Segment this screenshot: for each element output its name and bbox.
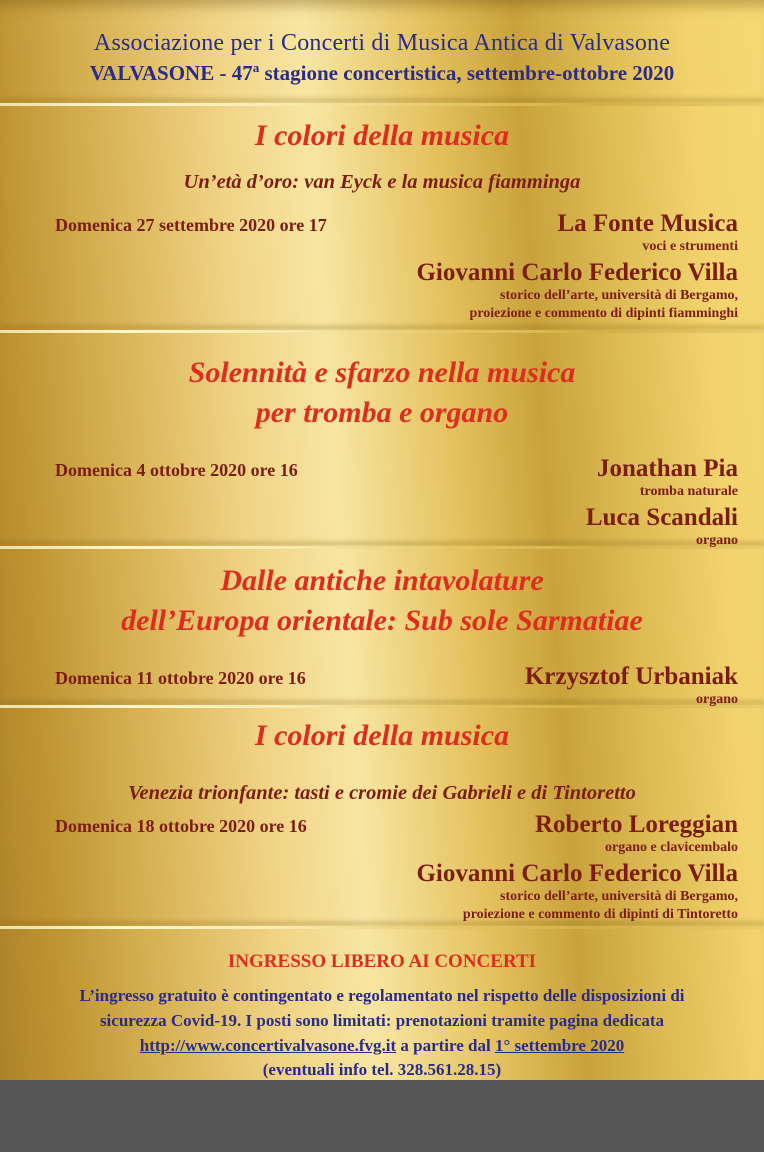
section-divider (0, 926, 764, 929)
concert-1-performers (416, 210, 738, 324)
concert-4-subtitle: Venezia trionfante: tasti e cromie dei Gabrieli e di Tintoretto (128, 781, 636, 804)
performer-role: organo (696, 692, 738, 708)
concert-4-title (0, 716, 764, 756)
concert-4-details (0, 811, 764, 925)
section-divider (0, 103, 764, 106)
concert-4-title-line: I colori della musica (254, 719, 510, 752)
concert-3-title (0, 561, 764, 640)
link-suffix-text: a partire dal (396, 1035, 495, 1055)
performer-name: Roberto Loreggian (535, 810, 738, 838)
concert-4-date: Domenica 18 ottobre 2020 ore 16 (55, 815, 307, 836)
performer-name: La Fonte Musica (557, 209, 738, 237)
concert-3-details (0, 663, 764, 709)
concert-3-date: Domenica 11 ottobre 2020 ore 16 (55, 668, 306, 689)
performer-name: Jonathan Pia (596, 455, 738, 483)
performer-role: proiezione e commento di dipinti fiamminghi (469, 305, 738, 321)
performer-role: storico dell’arte, università di Bergamo, (500, 888, 738, 904)
performer-role: voci e strumenti (642, 238, 738, 254)
concert-2-date: Domenica 4 ottobre 2020 ore 16 (55, 460, 298, 481)
concert-4-performers (416, 811, 738, 925)
concert-2-title-line: per tromba e organo (255, 395, 509, 429)
concert-section-4 (0, 716, 764, 926)
concert-section-1 (0, 116, 764, 330)
performer-role: tromba naturale (639, 484, 738, 500)
covid-notice-line1: L’ingresso gratuito è contingentato e regolamentato nel rispetto delle disposizioni di (79, 986, 685, 1005)
concert-2-title (0, 353, 764, 432)
website-link[interactable]: http://www.concertivalvasone.fvg.it (139, 1035, 397, 1055)
concert-section-2 (0, 353, 764, 549)
concert-1-details (0, 210, 764, 324)
performer-role: storico dell’arte, università di Bergamo, (500, 287, 738, 303)
performer-name: Giovanni Carlo Federico Villa (416, 859, 738, 887)
booking-start-date: 1° settembre 2020 (495, 1035, 625, 1055)
phone-info: (eventuali info tel. 328.561.28.15) (262, 1060, 502, 1080)
season-title-pre: VALVASONE - 47 (89, 61, 253, 85)
association-title: Associazione per i Concerti di Musica Antica di Valvasone (93, 30, 671, 56)
section-divider (0, 330, 764, 333)
season-ordinal-sup: a (252, 60, 260, 75)
free-entry-heading: INGRESSO LIBERO AI CONCERTI (227, 951, 537, 972)
covid-notice (0, 984, 764, 1083)
concert-1-title-line: I colori della musica (254, 119, 510, 152)
performer-role: proiezione e commento di dipinti di Tintoretto (462, 906, 738, 922)
covid-notice-line2: sicurezza Covid-19. I posti sono limitati: prenotazioni tramite pagina dedicata (99, 1010, 665, 1030)
concert-section-3 (0, 561, 764, 708)
performer-role: organo e clavicembalo (605, 839, 738, 855)
poster-header (0, 0, 764, 103)
poster-footer (0, 951, 764, 1152)
concert-3-performers (525, 663, 738, 709)
performer-name: Krzysztof Urbaniak (524, 663, 738, 691)
performer-role: organo (696, 533, 738, 549)
concert-2-details (0, 455, 764, 550)
season-title (0, 60, 764, 86)
performer-name: Luca Scandali (585, 504, 738, 532)
concert-2-title-line: Solennità e sfarzo nella musica (188, 356, 576, 389)
concert-3-title-line: Dalle antiche intavolature (220, 564, 544, 597)
concert-3-title-line: dell’Europa orientale: Sub sole Sarmatiae (121, 603, 643, 637)
concert-2-performers (586, 455, 738, 550)
season-title-post: stagione concertistica, settembre-ottobre 2020 (259, 61, 675, 85)
performer-name: Giovanni Carlo Federico Villa (416, 258, 738, 286)
concert-1-title (0, 116, 764, 156)
concert-1-subtitle: Un’età d’oro: van Eyck e la musica fiamminga (183, 170, 581, 193)
concert-1-date: Domenica 27 settembre 2020 ore 17 (55, 214, 327, 235)
